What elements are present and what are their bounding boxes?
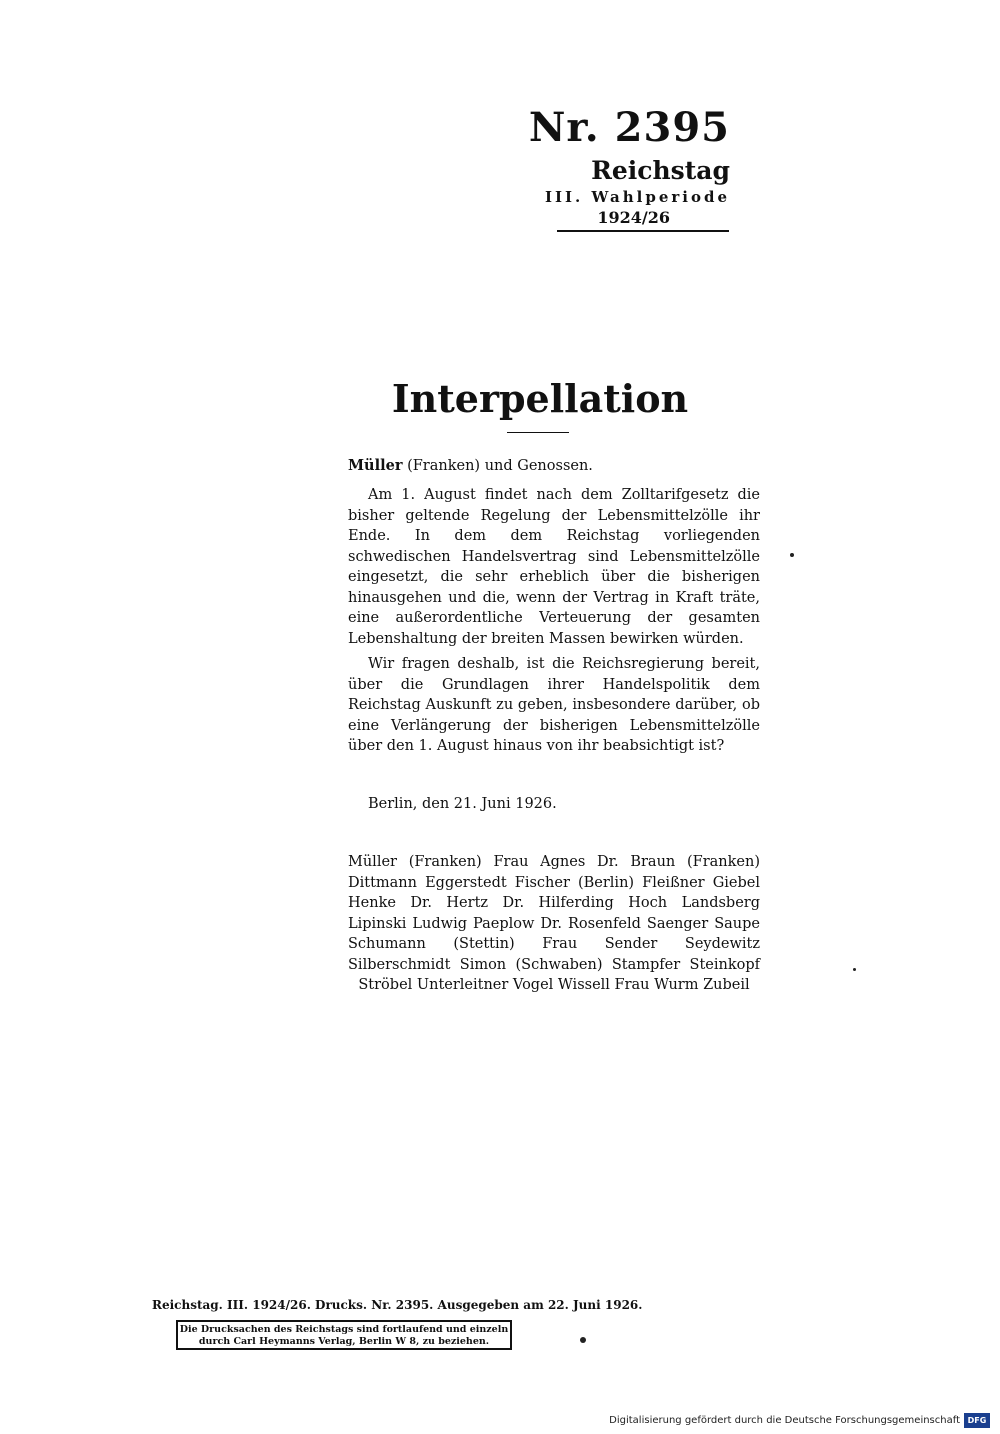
footer-publisher-box: [176, 1320, 512, 1350]
print-speck: [853, 968, 856, 971]
period-years: 1924/26: [597, 208, 670, 227]
page-title: Interpellation: [391, 376, 689, 421]
authors-line: [348, 456, 768, 477]
header-rule: [557, 230, 729, 232]
authors-rest: (Franken) und Genossen.: [402, 458, 593, 474]
title-rule: [507, 432, 569, 433]
place-date: Berlin, den 21. Juni 1926.: [368, 796, 557, 812]
footer-box-line-2: durch Carl Heymanns Verlag, Berlin W 8, zu beziehen.: [198, 1336, 490, 1347]
print-speck: [790, 553, 794, 557]
electoral-period: III. Wahlperiode: [544, 188, 730, 206]
paragraph-2: Wir fragen deshalb, ist die Reichsregierung bereit, über die Grundlagen ihrer Handelspolitik dem Reichstag Auskunft zu geben, insbesondere darüber, ob eine Verlängerung der bisherigen Lebensmittelzölle über den 1. August hinaus von ihr beabsichtigt ist?: [348, 656, 760, 754]
document-number: Nr. 2395: [528, 104, 730, 151]
paragraph-1: Am 1. August findet nach dem Zolltarifgesetz die bisher geltende Regelung der Lebensmittelzölle ihr Ende. In dem dem Reichstag vorliegenden schwedischen Handelsvertrag sind Lebensmittelzölle eingesetzt, die sehr erheblich über die bisherigen hinausgehen und die, wenn der Vertrag in Kraft träte, eine außerordentliche Verteuerung der gesamten Lebenshaltung der breiten Massen bewirken würden.: [348, 487, 760, 647]
chamber-name: Reichstag: [591, 156, 730, 185]
footer-box-line-1: Die Drucksachen des Reichstags sind fortlaufend und einzeln: [179, 1324, 509, 1335]
dfg-logo: DFG: [964, 1413, 990, 1428]
print-speck: [580, 1337, 586, 1343]
signatories: Müller (Franken) Frau Agnes Dr. Braun (Franken) Dittmann Eggerstedt Fischer (Berlin) Fleißner Giebel Henke Dr. Hertz Dr. Hilferding Hoch Landsberg Lipinski Ludwig Paeplow Dr. Rosenfeld Saenger Saupe Schumann (Stettin) Frau Sender Seydewitz Silberschmidt Simon (Schwaben) Stampfer Steinkopf Ströbel Unterleitner Vogel Wissell Frau Wurm Zubeil: [348, 854, 760, 993]
digitization-credit: Digitalisierung gefördert durch die Deutsche Forschungsgemeinschaft: [609, 1415, 960, 1426]
lead-author: Müller: [348, 457, 403, 474]
footer-print-line: Reichstag. III. 1924/26. Drucks. Nr. 2395. Ausgegeben am 22. Juni 1926.: [152, 1298, 643, 1312]
